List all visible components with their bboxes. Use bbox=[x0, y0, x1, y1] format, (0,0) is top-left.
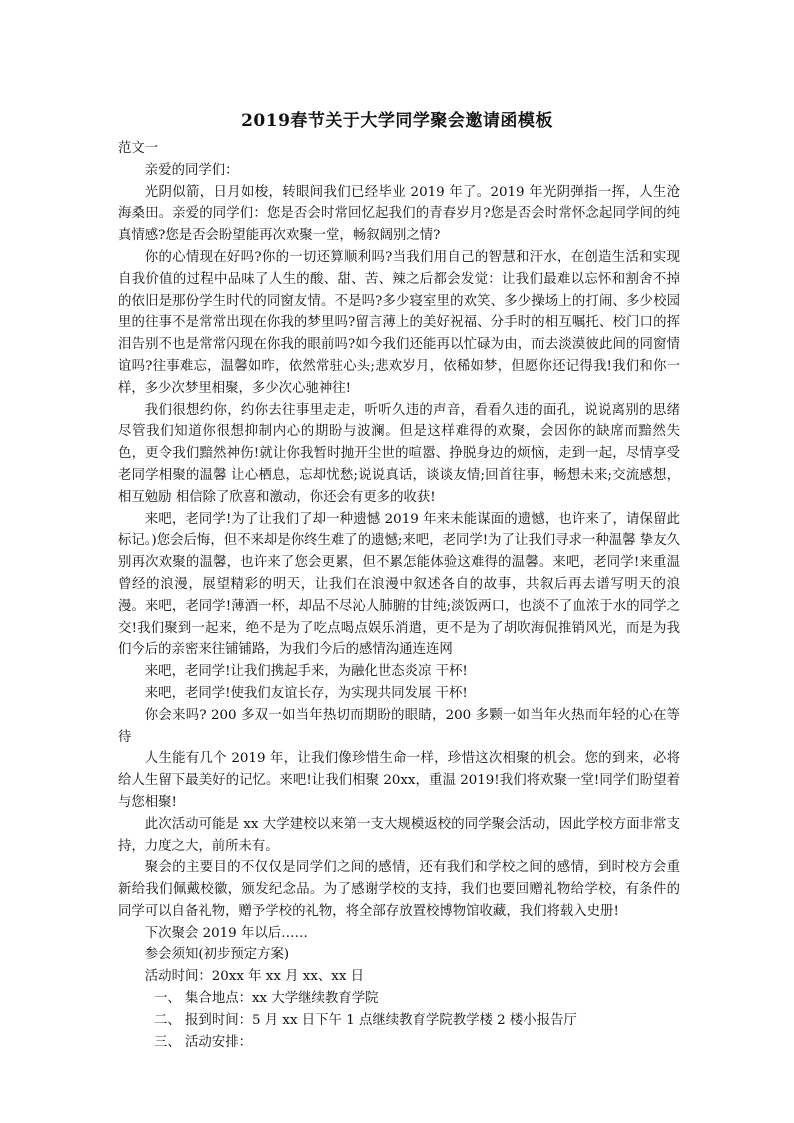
paragraph: 人生能有几个 2019 年，让我们像珍惜生命一样，珍惜这次相聚的机会。您的到来，必将给人生留下最美好的记忆。来吧!让我们相聚 20xx，重温 2019!我们将欢聚一堂!同学们盼望着与您相聚! bbox=[118, 751, 680, 810]
document-body bbox=[118, 138, 680, 1053]
list-item: 三、 活动安排： bbox=[154, 1034, 252, 1050]
paragraph: 来吧，老同学!使我们友谊长存，为实现共同发展 干杯! bbox=[144, 685, 468, 701]
paragraph: 来吧，老同学!为了让我们了却一种遗憾 2019 年来未能谋面的遗憾，也许来了，请保留此标记。)您会后悔，但不来却是你终生难了的遗憾;来吧，老同学!为了让我们寻求一种温馨 挚友久别再次欢聚的温馨，也许来了您会更累，但不累怎能体验这难得的温馨。来吧，老同学!来重温曾经的浪漫，展望精彩的明天，让我们在浪漫中叙述各自的故事，共叙后再去谱写明天的浪漫。来吧，老同学!薄酒一杯，却品不尽沁人肺腑的甘纯;淡饭两口，也淡不了血浓于水的同学之交!我们聚到一起来，绝不是为了吃点喝点娱乐消遣，更不是为了胡吹海侃推销风光，而是为我们今后的亲密来往铺铺路，为我们今后的感情沟通连连网 bbox=[118, 511, 680, 658]
paragraph: 光阴似箭，日月如梭，转眼间我们已经毕业 2019 年了。2019 年光阴弹指一挥，人生沧海桑田。亲爱的同学们：您是否会时常回忆起我们的青春岁月?您是否会时常怀念起同学间的纯真情感?您是否会盼望能再次欢聚一堂，畅叙阔别之情? bbox=[118, 184, 680, 244]
paragraph: 你会来吗? 200 多双一如当年热切而期盼的眼睛，200 多颗一如当年火热而年轻的心在等待 bbox=[118, 707, 680, 745]
paragraph: 我们很想约你，约你去往事里走走，听听久违的声音，看看久违的面孔，说说离别的思绪 尽管我们知道你很想抑制内心的期盼与波澜。但是这样难得的欢聚，会因你的缺席而黯然失色，更令我们黯然神伤!就让你我暂时抛开尘世的喧嚣、挣脱身边的烦恼，走到一起，尽情享受老同学相聚的温馨 让心栖息，忘却忧愁;说说真话，谈谈友情;回首往事，畅想未来;交流感想，相互勉励 相信除了欣喜和激动，你还会有更多的收获! bbox=[118, 402, 680, 505]
greeting: 亲爱的同学们： bbox=[144, 162, 239, 178]
paragraph: 聚会的主要目的不仅仅是同学们之间的感情，还有我们和学校之间的感情，到时校方会重新给我们佩戴校徽，颁发纪念品。为了感谢学校的支持，我们也要回赠礼物给学校，有条件的同学可以自备礼物，赠予学校的礼物，将全部存放置校博物馆收藏，我们将载入史册! bbox=[118, 860, 680, 919]
list-item: 二、 报到时间：5 月 xx 日下午 1 点继续教育学院教学楼 2 楼小报告厅 bbox=[154, 1012, 577, 1028]
paragraph: 下次聚会 2019 年以后…… bbox=[144, 925, 308, 941]
paragraph: 活动时间：20xx 年 xx 月 xx、xx 日 bbox=[144, 969, 365, 985]
document-title: 2019春节关于大学同学聚会邀请函模板 bbox=[241, 111, 553, 131]
paragraph: 来吧，老同学!让我们携起手来，为融化世态炎凉 干杯! bbox=[144, 664, 468, 680]
list-item: 一、 集合地点：xx 大学继续教育学院 bbox=[154, 991, 379, 1007]
paragraph: 此次活动可能是 xx 大学建校以来第一支大规模返校的同学聚会活动，因此学校方面非常支持，力度之大，前所未有。 bbox=[118, 816, 680, 854]
paragraph: 你的心情现在好吗?你的一切还算顺利吗?当我们用自己的智慧和汗水，在创造生活和实现自我价值的过程中品味了人生的酸、甜、苦、辣之后都会发觉：让我们最难以忘怀和割舍不掉的依旧是那份学生时代的同窗友情。不是吗?多少寝室里的欢笑、多少操场上的打闹、多少校园里的往事不是常常出现在你我的梦里吗?留言薄上的美好祝福、分手时的相互嘱托、校门口的挥泪告别不也是常常闪现在你我的眼前吗?如今我们还能再以忙碌为由，而去淡漠彼此间的同窗情谊吗?往事难忘，温馨如昨，依然常驻心头;悲欢岁月，依稀如梦，但愿你还记得我!我们和你一样，多少次梦里相聚，多少次心驰神往! bbox=[118, 249, 680, 396]
paragraph: 参会须知(初步预定方案) bbox=[144, 947, 290, 963]
section-label: 范文一 bbox=[118, 141, 159, 156]
